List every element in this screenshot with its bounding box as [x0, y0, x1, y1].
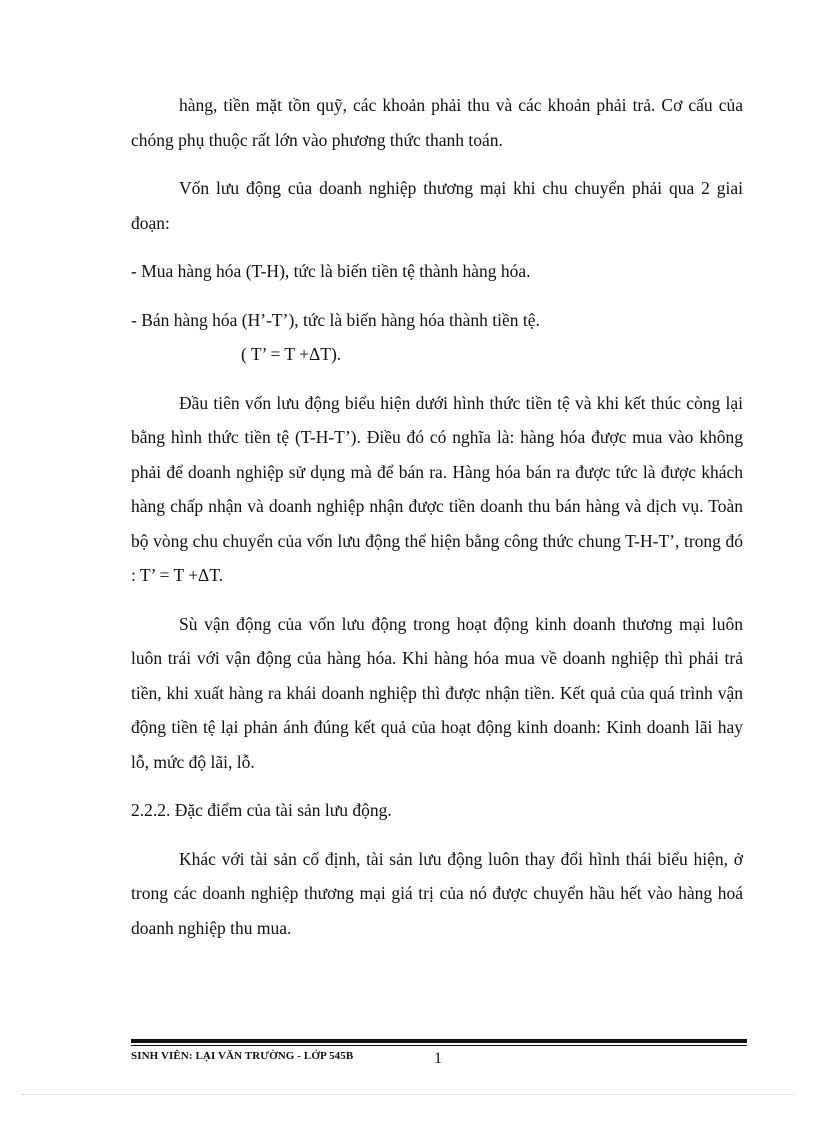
section-heading: 2.2.2. Đặc điểm của tài sản lưu động. — [131, 800, 392, 820]
paragraph-circulation: Vốn lưu động của doanh nghiệp thương mại khi chu chuyển phải qua 2 giai đoạn: — [131, 178, 743, 233]
page-number: 1 — [434, 1050, 442, 1067]
footer-rule-thin — [131, 1045, 747, 1046]
paragraph-current-assets: Khác với tài sản cố định, tài sản lưu động luôn thay đổi hình thái biểu hiện, ở trong các doanh nghiệp thương mại giá trị của nó được chuyển hầu hết vào hàng hoá doanh nghiệp thu mua. — [131, 848, 743, 938]
list-item-buy: - Mua hàng hóa (T-H), tức là biến tiền tệ thành hàng hóa. — [131, 261, 531, 281]
paragraph-movement: Sù vận động của vốn lưu động trong hoạt động kinh doanh thương mại luôn luôn trái với vận động của hàng hóa. Khi hàng hóa mua về doanh nghiệp thì phải trả tiền, khi xuất hàng ra khái doanh nghiệp thì được nhận tiền. Kết quả của quá trình vận động tiền tệ lại phản ánh đúng kết quả của hoạt động kinh doanh: Kinh doanh lãi hay lỗ, mức độ lãi, lỗ. — [131, 613, 743, 772]
list-item-sell: - Bán hàng hóa (H’-T’), tức là biến hàng hóa thành tiền tệ. — [131, 309, 540, 330]
paragraph-intro: hàng, tiền mặt tồn quỹ, các khoản phải thu và các khoản phải trả. Cơ cấu của chóng phụ thuộc rất lớn vào phương thức thanh toán. — [131, 95, 743, 150]
footer-author: SINH VIÊN: LẠI VĂN TRƯỜNG - LỚP 545B — [131, 1050, 354, 1062]
page-body — [131, 88, 743, 945]
footer-rule-thick — [131, 1039, 747, 1043]
page-bottom-dotted-line — [22, 1094, 794, 1095]
paragraph-first-form: Đầu tiên vốn lưu động biểu hiện dưới hình thức tiền tệ và khi kết thúc còng lại bằng hình thức tiền tệ (T-H-T’). Điều đó có nghĩa là: hàng hóa được mua vào không phải để doanh nghiệp sử dụng mà để bán ra. Hàng hóa bán ra được tức là được khách hàng chấp nhận và doanh nghiệp nhận được tiền doanh thu bán hàng và dịch vụ. Toàn bộ vòng chu chuyển của vốn lưu động thể hiện bằng công thức chung T-H-T’, trong đó : T’ = T +ΔT. — [131, 392, 743, 585]
formula: ( T’ = T +ΔT). — [241, 344, 342, 364]
